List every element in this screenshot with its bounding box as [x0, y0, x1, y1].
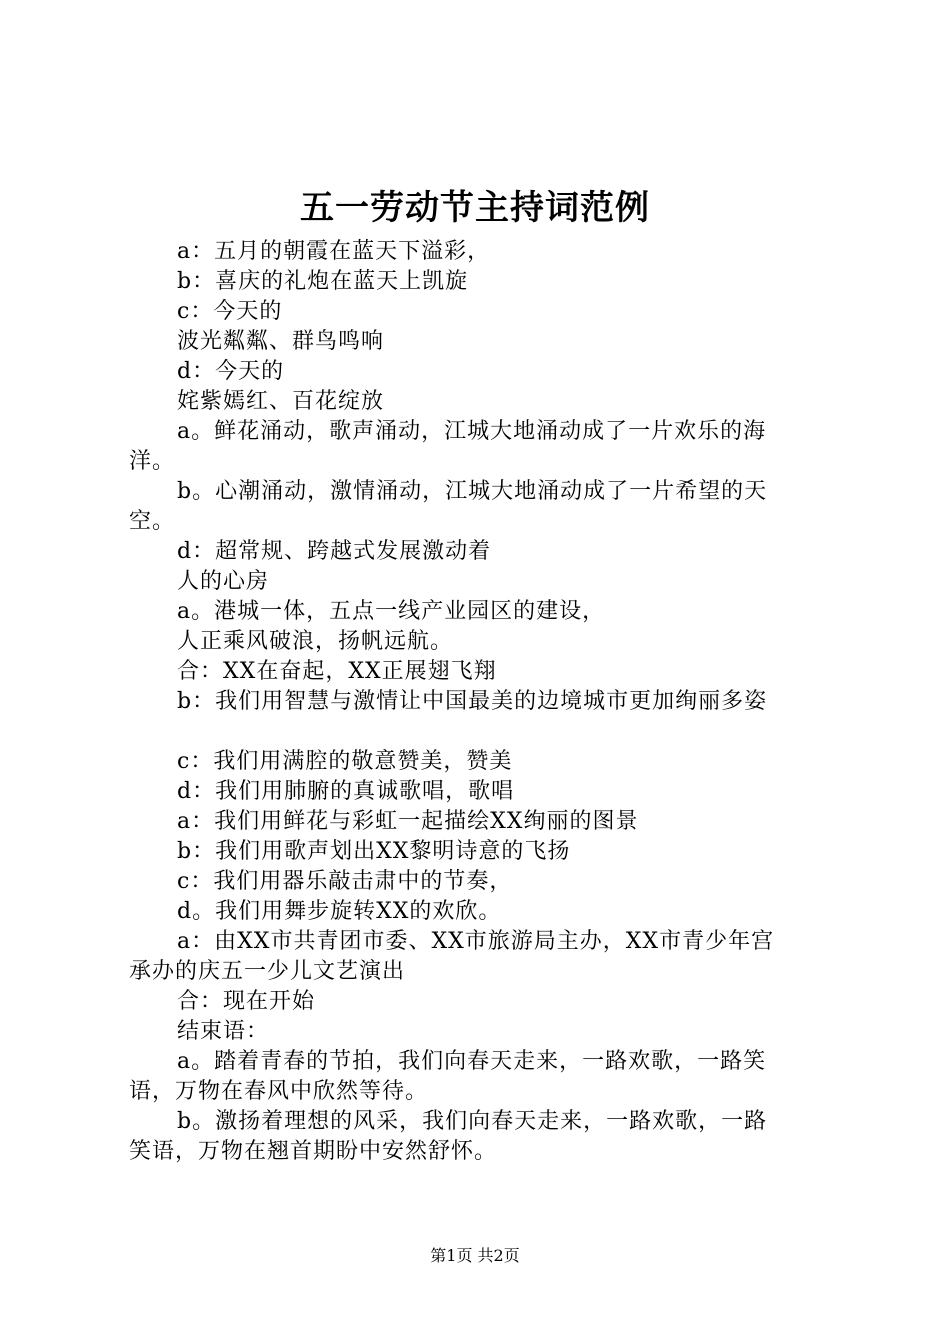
body-line: d：我们用肺腑的真诚歌唱，歌唱: [177, 779, 515, 804]
body-line: 人的心房: [177, 569, 270, 594]
body-line: 洋。: [129, 449, 176, 474]
body-line: 语，万物在春风中欣然等待。: [129, 1079, 429, 1104]
body-line: a：我们用鲜花与彩虹一起描绘XX绚丽的图景: [177, 809, 639, 834]
body-line: a。港城一体，五点一线产业园区的建设，: [177, 599, 606, 624]
body-line: 波光粼粼、群鸟鸣响: [177, 329, 385, 354]
document-body: [129, 237, 835, 1167]
body-line: a。鲜花涌动，歌声涌动，江城大地涌动成了一片欢乐的海: [177, 419, 767, 444]
body-line: d。我们用舞步旋转XX的欢欣。: [177, 899, 502, 924]
body-line: c：我们用满腔的敬意赞美，赞美: [177, 749, 513, 774]
body-line: 承办的庆五一少儿文艺演出: [129, 959, 406, 984]
body-line: d：今天的: [177, 359, 285, 384]
body-line: 姹紫嫣红、百花绽放: [177, 389, 385, 414]
body-line: 结束语：: [177, 1019, 270, 1044]
body-line: c：我们用器乐敲击肃中的节奏，: [177, 869, 513, 894]
body-line: 笑语，万物在翘首期盼中安然舒怀。: [129, 1139, 498, 1164]
body-line: 合：现在开始: [177, 989, 316, 1014]
page-footer: 第1页 共2页: [430, 1246, 520, 1265]
body-line: d：超常规、跨越式发展激动着: [177, 539, 492, 564]
body-line: b。激扬着理想的风采，我们向春天走来，一路欢歌，一路: [177, 1109, 768, 1134]
document-title: 五一劳动节主持词范例: [300, 188, 650, 228]
body-line: b。心潮涌动，激情涌动，江城大地涌动成了一片希望的天: [177, 479, 768, 504]
body-line: c：今天的: [177, 299, 283, 324]
body-line: b：我们用歌声划出XX黎明诗意的飞扬: [177, 839, 571, 864]
body-line: [129, 717, 835, 747]
body-line: a：由XX市共青团市委、XX市旅游局主办，XX市青少年宫: [177, 929, 775, 954]
body-line: a：五月的朝霞在蓝天下溢彩，: [177, 239, 491, 264]
body-line: 空。: [129, 509, 176, 534]
body-line: b：我们用智慧与激情让中国最美的边境城市更加绚丽多姿: [177, 689, 768, 714]
body-line: 合：XX在奋起，XX正展翅飞翔: [177, 659, 497, 684]
body-line: 人正乘风破浪，扬帆远航。: [177, 629, 454, 654]
body-line: b：喜庆的礼炮在蓝天上凯旋: [177, 269, 469, 294]
body-line: a。踏着青春的节拍，我们向春天走来，一路欢歌，一路笑: [177, 1049, 767, 1074]
